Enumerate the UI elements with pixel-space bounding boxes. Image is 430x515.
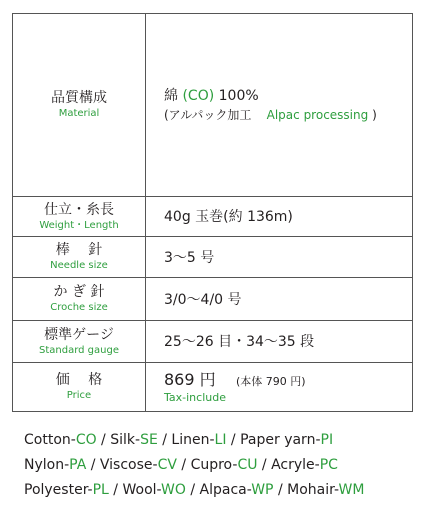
fiber-code: WM <box>338 482 365 498</box>
price-base-note: (本体 790 円) <box>235 375 306 388</box>
fiber-separator: / <box>176 457 191 473</box>
weight-label-cell <box>13 197 146 237</box>
material-row <box>13 14 413 197</box>
gauge-row <box>13 321 413 363</box>
fiber-separator: / <box>86 457 100 473</box>
material-fiber-jp: 綿 <box>164 87 178 104</box>
price-amount: 869 円 <box>164 370 216 389</box>
needle-label-jp: 棒 針 <box>55 242 103 258</box>
weight-label-jp: 仕立・糸長 <box>44 201 114 218</box>
fiber-name: Paper yarn- <box>240 432 321 448</box>
fiber-code: PI <box>320 432 334 448</box>
fiber-code: PL <box>92 482 109 498</box>
fiber-code: PC <box>319 457 338 473</box>
price-label-cell <box>13 363 146 412</box>
fiber-line-1 <box>24 428 424 453</box>
fiber-separator: / <box>185 482 200 498</box>
material-fiber-code: (CO) <box>182 87 215 104</box>
crochet-label-jp: か ぎ 針 <box>53 284 105 300</box>
gauge-value: 25〜26 目・34〜35 段 <box>164 334 315 350</box>
gauge-label-cell <box>13 321 146 363</box>
fiber-line-3 <box>24 478 424 503</box>
price-tax-note: Tax-include <box>164 391 226 404</box>
fiber-code-legend <box>24 428 424 503</box>
material-value-cell <box>146 14 413 197</box>
fiber-separator: / <box>273 482 288 498</box>
fiber-separator: / <box>108 482 123 498</box>
fiber-name: Silk- <box>110 432 141 448</box>
needle-label-cell <box>13 237 146 278</box>
fiber-name: Linen- <box>171 432 215 448</box>
crochet-label-en: Croche size <box>50 302 108 313</box>
fiber-name: Mohair- <box>287 482 339 498</box>
material-label-jp: 品質構成 <box>51 90 107 106</box>
gauge-label-jp: 標準ゲージ <box>44 326 114 343</box>
material-composition <box>164 87 412 106</box>
fiber-line-2 <box>24 453 424 478</box>
fiber-code: LI <box>214 432 227 448</box>
weight-row <box>13 197 413 237</box>
crochet-label-cell <box>13 278 146 321</box>
fiber-name: Wool- <box>122 482 162 498</box>
material-processing <box>164 106 412 124</box>
weight-label-en: Weight・Length <box>39 219 119 231</box>
fiber-name: Alpaca- <box>199 482 252 498</box>
material-percent: 100% <box>218 87 259 104</box>
price-line <box>164 370 412 391</box>
gauge-value-cell <box>146 321 413 363</box>
price-row <box>13 363 413 412</box>
price-value-cell <box>146 363 413 412</box>
needle-row <box>13 237 413 278</box>
fiber-name: Nylon- <box>24 457 70 473</box>
weight-value-cell <box>146 197 413 237</box>
fiber-name: Cotton- <box>24 432 76 448</box>
gauge-label-en: Standard gauge <box>39 344 119 356</box>
price-label-en: Price <box>66 390 92 401</box>
material-label-cell <box>13 14 146 197</box>
fiber-name: Polyester- <box>24 482 93 498</box>
needle-value-cell <box>146 237 413 278</box>
crochet-value: 3/0〜4/0 号 <box>164 291 242 308</box>
fiber-name: Acryle- <box>271 457 320 473</box>
needle-value: 3〜5 号 <box>164 249 215 266</box>
processing-en: Alpac processing <box>266 107 369 122</box>
fiber-separator: / <box>257 457 272 473</box>
fiber-code: CV <box>157 457 177 473</box>
material-label-en: Material <box>58 108 100 119</box>
fiber-separator: / <box>96 432 111 448</box>
fiber-code: CO <box>75 432 97 448</box>
processing-close: ) <box>372 107 377 122</box>
fiber-code: WP <box>251 482 274 498</box>
fiber-code: PA <box>69 457 87 473</box>
fiber-name: Viscose- <box>99 457 158 473</box>
spec-table <box>12 13 413 412</box>
fiber-code: CU <box>237 457 258 473</box>
weight-value: 40g 玉巻(約 136m) <box>164 209 293 225</box>
crochet-value-cell <box>146 278 413 321</box>
processing-jp: (アルパック加工 <box>164 107 252 122</box>
fiber-code: WO <box>161 482 186 498</box>
fiber-separator: / <box>226 432 241 448</box>
fiber-name: Cupro- <box>190 457 238 473</box>
needle-label-en: Needle size <box>50 260 108 271</box>
fiber-separator: / <box>157 432 172 448</box>
fiber-code: SE <box>140 432 158 448</box>
crochet-row <box>13 278 413 321</box>
price-label-jp: 価 格 <box>55 372 103 388</box>
